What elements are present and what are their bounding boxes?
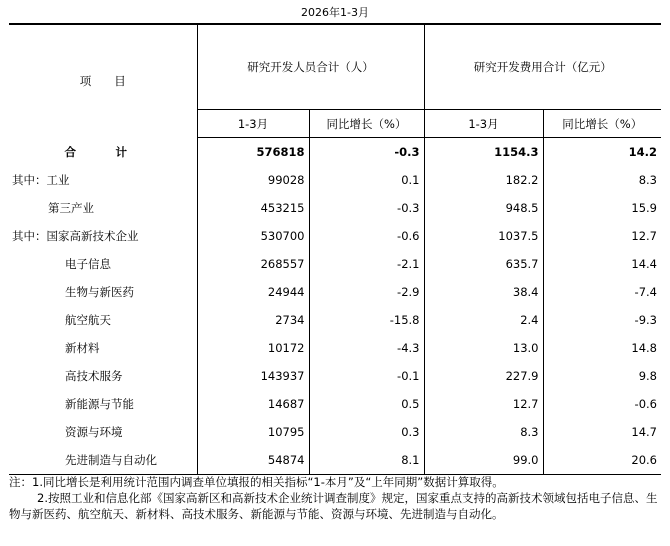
staff-yoy-value: 0.3: [309, 418, 424, 446]
row-label: 其中：国家高新技术企业: [9, 222, 197, 250]
staff-value: 24944: [197, 278, 309, 306]
staff-yoy-value: -2.9: [309, 278, 424, 306]
staff-yoy-value: -0.1: [309, 362, 424, 390]
header-staff-yoy: 同比增长（%）: [309, 110, 424, 138]
table-row: [9, 390, 661, 418]
table-row: [9, 278, 661, 306]
cost-value: 227.9: [424, 362, 543, 390]
staff-value: 576818: [197, 138, 309, 167]
cost-yoy-value: 12.7: [543, 222, 661, 250]
table-row: [9, 250, 661, 278]
row-label: 航空航天: [9, 306, 197, 334]
cost-value: 8.3: [424, 418, 543, 446]
row-label: 合 计: [9, 138, 197, 167]
table-row: [9, 362, 661, 390]
table-notes: [9, 474, 661, 522]
staff-value: 14687: [197, 390, 309, 418]
staff-yoy-value: 8.1: [309, 446, 424, 475]
table-row: [9, 222, 661, 250]
row-label: 资源与环境: [9, 418, 197, 446]
cost-value: 948.5: [424, 194, 543, 222]
header-cost-yoy: 同比增长（%）: [543, 110, 661, 138]
cost-yoy-value: -0.6: [543, 390, 661, 418]
row-label: 第三产业: [9, 194, 197, 222]
staff-value: 10795: [197, 418, 309, 446]
staff-value: 268557: [197, 250, 309, 278]
row-label: 新材料: [9, 334, 197, 362]
cost-yoy-value: 9.8: [543, 362, 661, 390]
table-row: [9, 446, 661, 475]
note-1: 注：1.同比增长是利用统计范围内调查单位填报的相关指标“1-本月”及“上年同期”数据计算取得。: [9, 475, 504, 489]
cost-value: 99.0: [424, 446, 543, 475]
cost-yoy-value: 14.4: [543, 250, 661, 278]
staff-value: 453215: [197, 194, 309, 222]
cost-value: 182.2: [424, 166, 543, 194]
cost-value: 2.4: [424, 306, 543, 334]
cost-value: 635.7: [424, 250, 543, 278]
table-row: [9, 166, 661, 194]
staff-yoy-value: -0.3: [309, 138, 424, 167]
staff-yoy-value: -0.3: [309, 194, 424, 222]
staff-yoy-value: -2.1: [309, 250, 424, 278]
cost-yoy-value: -7.4: [543, 278, 661, 306]
table-row: [9, 334, 661, 362]
row-label: 电子信息: [9, 250, 197, 278]
table-row: [9, 418, 661, 446]
cost-yoy-value: 20.6: [543, 446, 661, 475]
row-label: 高技术服务: [9, 362, 197, 390]
table-row-total: [9, 138, 661, 167]
row-label: 其中：工业: [9, 166, 197, 194]
header-group-cost: 研究开发费用合计（亿元）: [424, 24, 661, 110]
cost-yoy-value: 14.7: [543, 418, 661, 446]
staff-value: 530700: [197, 222, 309, 250]
row-label: 先进制造与自动化: [9, 446, 197, 475]
table-caption: 2026年1-3月: [301, 6, 369, 19]
cost-value: 12.7: [424, 390, 543, 418]
staff-value: 143937: [197, 362, 309, 390]
cost-yoy-value: 15.9: [543, 194, 661, 222]
cost-yoy-value: 14.8: [543, 334, 661, 362]
cost-value: 38.4: [424, 278, 543, 306]
table-row: [9, 306, 661, 334]
staff-yoy-value: -0.6: [309, 222, 424, 250]
row-label: 生物与新医药: [9, 278, 197, 306]
cost-value: 1037.5: [424, 222, 543, 250]
header-item: 项 目: [9, 24, 197, 138]
row-label: 新能源与节能: [9, 390, 197, 418]
cost-yoy-value: 14.2: [543, 138, 661, 167]
staff-yoy-value: 0.1: [309, 166, 424, 194]
cost-yoy-value: -9.3: [543, 306, 661, 334]
staff-yoy-value: 0.5: [309, 390, 424, 418]
staff-value: 99028: [197, 166, 309, 194]
header-group-staff: 研究开发人员合计（人）: [197, 24, 424, 110]
cost-yoy-value: 8.3: [543, 166, 661, 194]
staff-yoy-value: -4.3: [309, 334, 424, 362]
statistics-table: [9, 23, 661, 475]
staff-value: 2734: [197, 306, 309, 334]
staff-value: 10172: [197, 334, 309, 362]
table-row: [9, 194, 661, 222]
header-staff-period: 1-3月: [197, 110, 309, 138]
header-cost-period: 1-3月: [424, 110, 543, 138]
note-2: 2.按照工业和信息化部《国家高新区和高新技术企业统计调查制度》规定，国家重点支持的高新技术领域包括电子信息、生物与新医药、航空航天、新材料、高技术服务、新能源与节能、资源与环境、先进制造与自动化。: [9, 491, 658, 521]
cost-value: 13.0: [424, 334, 543, 362]
cost-value: 1154.3: [424, 138, 543, 167]
staff-yoy-value: -15.8: [309, 306, 424, 334]
staff-value: 54874: [197, 446, 309, 475]
